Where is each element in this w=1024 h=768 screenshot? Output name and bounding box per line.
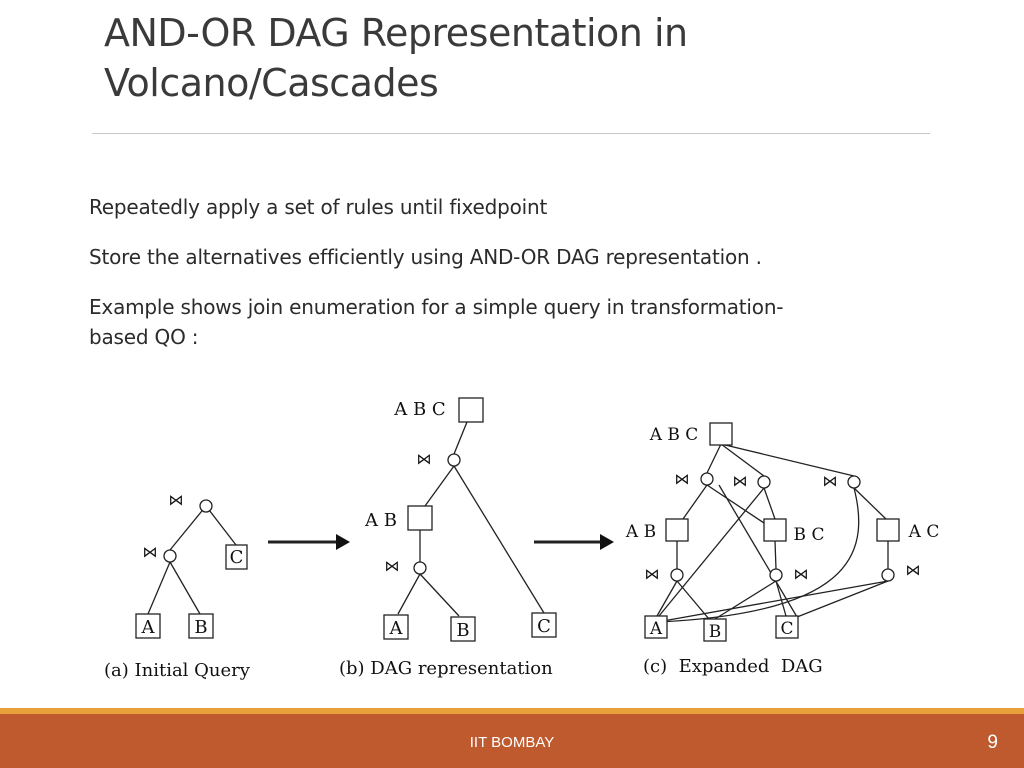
dag-relation-a: A bbox=[389, 618, 403, 639]
bullet-rules: Repeatedly apply a set of rules until fixedpoint bbox=[89, 195, 548, 219]
bullet-alternatives: Store the alternatives efficiently using AND-OR DAG representation . bbox=[89, 245, 762, 269]
footer-institution: IIT BOMBAY bbox=[469, 734, 555, 751]
expanded-equivalence-ab bbox=[666, 519, 688, 541]
title-line-2: Volcano/Cascades bbox=[104, 61, 439, 105]
bullet-example: Example shows join enumeration for a simple query in transformation-based QO : bbox=[89, 295, 784, 349]
caption-initial-query: (a) Initial Query bbox=[104, 660, 250, 681]
arrow-a-to-b bbox=[336, 534, 350, 550]
title-line-1: AND-OR DAG Representation in bbox=[104, 11, 688, 55]
slide-page-number: 9 bbox=[987, 732, 998, 753]
expanded-relation-a: A bbox=[649, 619, 663, 639]
dag-equivalence-ab bbox=[408, 506, 432, 530]
expanded-relation-b: B bbox=[708, 622, 722, 642]
initial-join-node-top bbox=[200, 500, 212, 512]
expanded-join-symbol-ac: ⋈ bbox=[905, 561, 921, 579]
expanded-join-node-bc bbox=[770, 569, 782, 581]
dag-label-ab: A B bbox=[365, 510, 397, 531]
expanded-join-symbol-2: ⋈ bbox=[732, 472, 748, 490]
dag-relation-b: B bbox=[456, 620, 470, 641]
expanded-join-symbol-ab: ⋈ bbox=[644, 565, 660, 583]
dag-join-node-bottom bbox=[414, 562, 426, 574]
dag-equivalence-abc bbox=[459, 398, 483, 422]
expanded-label-abc: A B C bbox=[649, 425, 699, 445]
expanded-equivalence-ac bbox=[877, 519, 899, 541]
expanded-label-bc: B C bbox=[793, 525, 825, 545]
caption-expanded-dag: (c) Expanded DAG bbox=[643, 656, 823, 677]
and-or-dag-figure bbox=[90, 388, 960, 693]
expanded-join-symbol-3: ⋈ bbox=[822, 472, 838, 490]
expanded-equivalence-abc bbox=[710, 423, 732, 445]
expanded-join-node-2 bbox=[758, 476, 770, 488]
expanded-join-symbol-1: ⋈ bbox=[674, 470, 690, 488]
title-divider bbox=[92, 133, 930, 134]
expanded-join-symbol-bc: ⋈ bbox=[793, 565, 809, 583]
expanded-label-ac: A C bbox=[908, 522, 940, 542]
expanded-join-node-3 bbox=[848, 476, 860, 488]
initial-join-node-bottom bbox=[164, 550, 176, 562]
initial-relation-c: C bbox=[229, 547, 244, 568]
initial-join-symbol-bottom: ⋈ bbox=[142, 543, 158, 561]
dag-label-abc: A B C bbox=[394, 399, 446, 420]
caption-dag-representation: (b) DAG representation bbox=[339, 658, 553, 679]
expanded-label-ab: A B bbox=[625, 522, 657, 542]
dag-join-symbol-bottom: ⋈ bbox=[384, 557, 400, 575]
expanded-join-node-1 bbox=[701, 473, 713, 485]
initial-relation-b: B bbox=[194, 617, 208, 638]
expanded-relation-c: C bbox=[780, 619, 794, 639]
dag-join-node-top bbox=[448, 454, 460, 466]
initial-relation-a: A bbox=[141, 617, 155, 638]
expanded-join-node-ac bbox=[882, 569, 894, 581]
expanded-equivalence-bc bbox=[764, 519, 786, 541]
dag-join-symbol-top: ⋈ bbox=[416, 450, 432, 468]
dag-relation-c: C bbox=[537, 616, 551, 637]
slide-title bbox=[104, 8, 924, 108]
arrow-b-to-c bbox=[600, 534, 614, 550]
initial-join-symbol-top: ⋈ bbox=[168, 491, 184, 509]
expanded-join-node-ab bbox=[671, 569, 683, 581]
